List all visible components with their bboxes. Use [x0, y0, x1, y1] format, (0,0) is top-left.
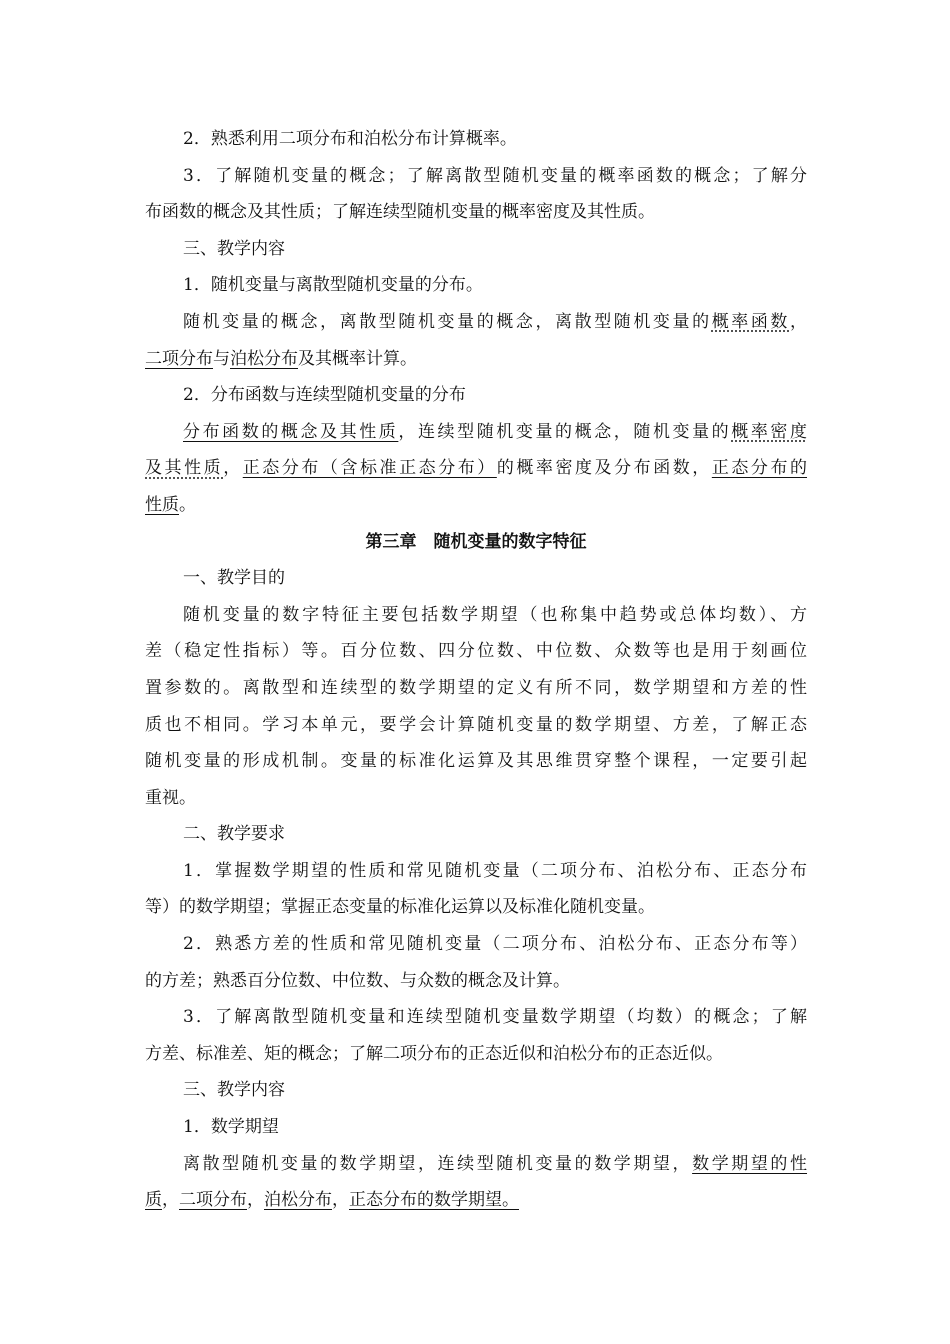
text-segment: 随机变量的概念，离散型随机变量的概念，离散型随机变量的: [183, 311, 712, 332]
text-segment: 布函数的概念及其性质；了解连续型随机变量的概率密度及其性质。: [145, 202, 655, 223]
text-segment: 。: [179, 494, 196, 515]
text-segment: 2．熟悉利用二项分布和泊松分布计算概率。: [183, 129, 517, 149]
text-segment: 2．熟悉方差的性质和常见随机变量（二项分布、泊松分布、正态分布等）: [183, 934, 807, 955]
text-line: [145, 743, 807, 780]
underlined-text: 泊松分布: [264, 1190, 332, 1211]
text-line: [145, 121, 807, 158]
text-segment: 与: [213, 348, 230, 369]
underlined-text: 分布函数的概念及其性质: [183, 421, 399, 442]
text-line: [145, 414, 807, 451]
underlined-text: 质: [145, 1190, 162, 1211]
text-line: [145, 707, 807, 744]
text-segment: 三、教学内容: [183, 1080, 285, 1101]
text-segment: 第三章 随机变量的数字特征: [365, 531, 587, 552]
text-line: [145, 999, 807, 1036]
text-line: [145, 304, 807, 341]
underlined-text: 泊松分布: [230, 348, 298, 369]
underlined-text: 二项分布: [145, 348, 213, 369]
underlined-text: 性质: [145, 494, 179, 515]
text-line: [145, 597, 807, 634]
text-segment: 离散型随机变量的数学期望，连续型随机变量的数学期望，: [183, 1153, 693, 1174]
text-segment: 方差、标准差、矩的概念；了解二项分布的正态近似和泊松分布的正态近似。: [145, 1043, 723, 1064]
text-line: [145, 780, 807, 817]
text-line: [145, 1146, 807, 1183]
text-line: [145, 816, 807, 853]
text-segment: 重视。: [145, 787, 196, 808]
text-segment: 一、教学目的: [183, 568, 285, 589]
text-segment: 随机变量的形成机制。变量的标准化运算及其思维贯穿整个课程，一定要引起: [145, 751, 807, 772]
text-segment: 3．了解离散型随机变量和连续型随机变量数学期望（均数）的概念；了解: [183, 1007, 807, 1028]
text-segment: 差（稳定性指标）等。百分位数、四分位数、中位数、众数等也是用于刻画位: [145, 641, 807, 662]
underlined-text: 数学期望的性: [692, 1153, 808, 1174]
text-line: [145, 1182, 807, 1219]
text-segment: 二、教学要求: [183, 824, 285, 845]
text-line: [145, 1072, 807, 1109]
text-segment: ，: [332, 1190, 349, 1211]
text-segment: 三、教学内容: [183, 238, 285, 259]
text-segment: 1．掌握数学期望的性质和常见随机变量（二项分布、泊松分布、正态分布: [183, 860, 807, 881]
text-segment: 的方差；熟悉百分位数、中位数、与众数的概念及计算。: [145, 970, 570, 991]
text-line: [145, 963, 807, 1000]
text-line: [145, 889, 807, 926]
text-line: [145, 1109, 807, 1146]
text-line: [145, 926, 807, 963]
text-segment: ，: [247, 1190, 264, 1211]
text-line: [145, 670, 807, 707]
text-line: [145, 450, 807, 487]
chapter-heading: [145, 524, 807, 561]
underlined-text: 正态分布的数学期望。: [349, 1190, 519, 1211]
text-line: [145, 487, 807, 524]
text-line: [145, 267, 807, 304]
text-line: [145, 231, 807, 268]
text-line: [145, 1036, 807, 1073]
text-segment: 质也不相同。学习本单元，要学会计算随机变量的数学期望、方差，了解正态: [145, 714, 807, 735]
text-segment: 置参数的。离散型和连续型的数学期望的定义有所不同，数学期望和方差的性: [145, 677, 807, 698]
text-segment: 1．随机变量与离散型随机变量的分布。: [183, 275, 483, 296]
document-body: [145, 121, 807, 1219]
text-line: [145, 560, 807, 597]
text-segment: 2．分布函数与连续型随机变量的分布: [183, 385, 466, 406]
text-line: [145, 341, 807, 378]
text-segment: 及其概率计算。: [298, 348, 417, 369]
text-segment: 1．数学期望: [183, 1117, 279, 1138]
text-line: [145, 194, 807, 231]
text-segment: 随机变量的数字特征主要包括数学期望（也称集中趋势或总体均数）、方: [183, 604, 807, 625]
dotted-underlined-text: 及其性质: [145, 458, 224, 479]
underlined-text: 正态分布的: [711, 458, 808, 479]
text-line: [145, 633, 807, 670]
text-line: [145, 853, 807, 890]
underlined-text: 正态分布（含标准正态分布）: [242, 458, 497, 479]
text-segment: 3．了解随机变量的概念；了解离散型随机变量的概率函数的概念；了解分: [183, 165, 807, 186]
text-segment: ，: [223, 458, 243, 479]
text-segment: ，: [790, 311, 808, 332]
text-segment: 的概率密度及分布函数，: [496, 458, 712, 479]
text-segment: ，: [162, 1190, 179, 1211]
text-segment: ，连续型随机变量的概念，随机变量的: [398, 421, 732, 442]
dotted-underlined-text: 概率密度: [731, 421, 808, 442]
text-line: [145, 158, 807, 195]
text-line: [145, 377, 807, 414]
dotted-underlined-text: 概率函数: [711, 311, 791, 332]
text-segment: 等）的数学期望；掌握正态变量的标准化运算以及标准化随机变量。: [145, 897, 655, 918]
underlined-text: 二项分布: [179, 1190, 247, 1211]
